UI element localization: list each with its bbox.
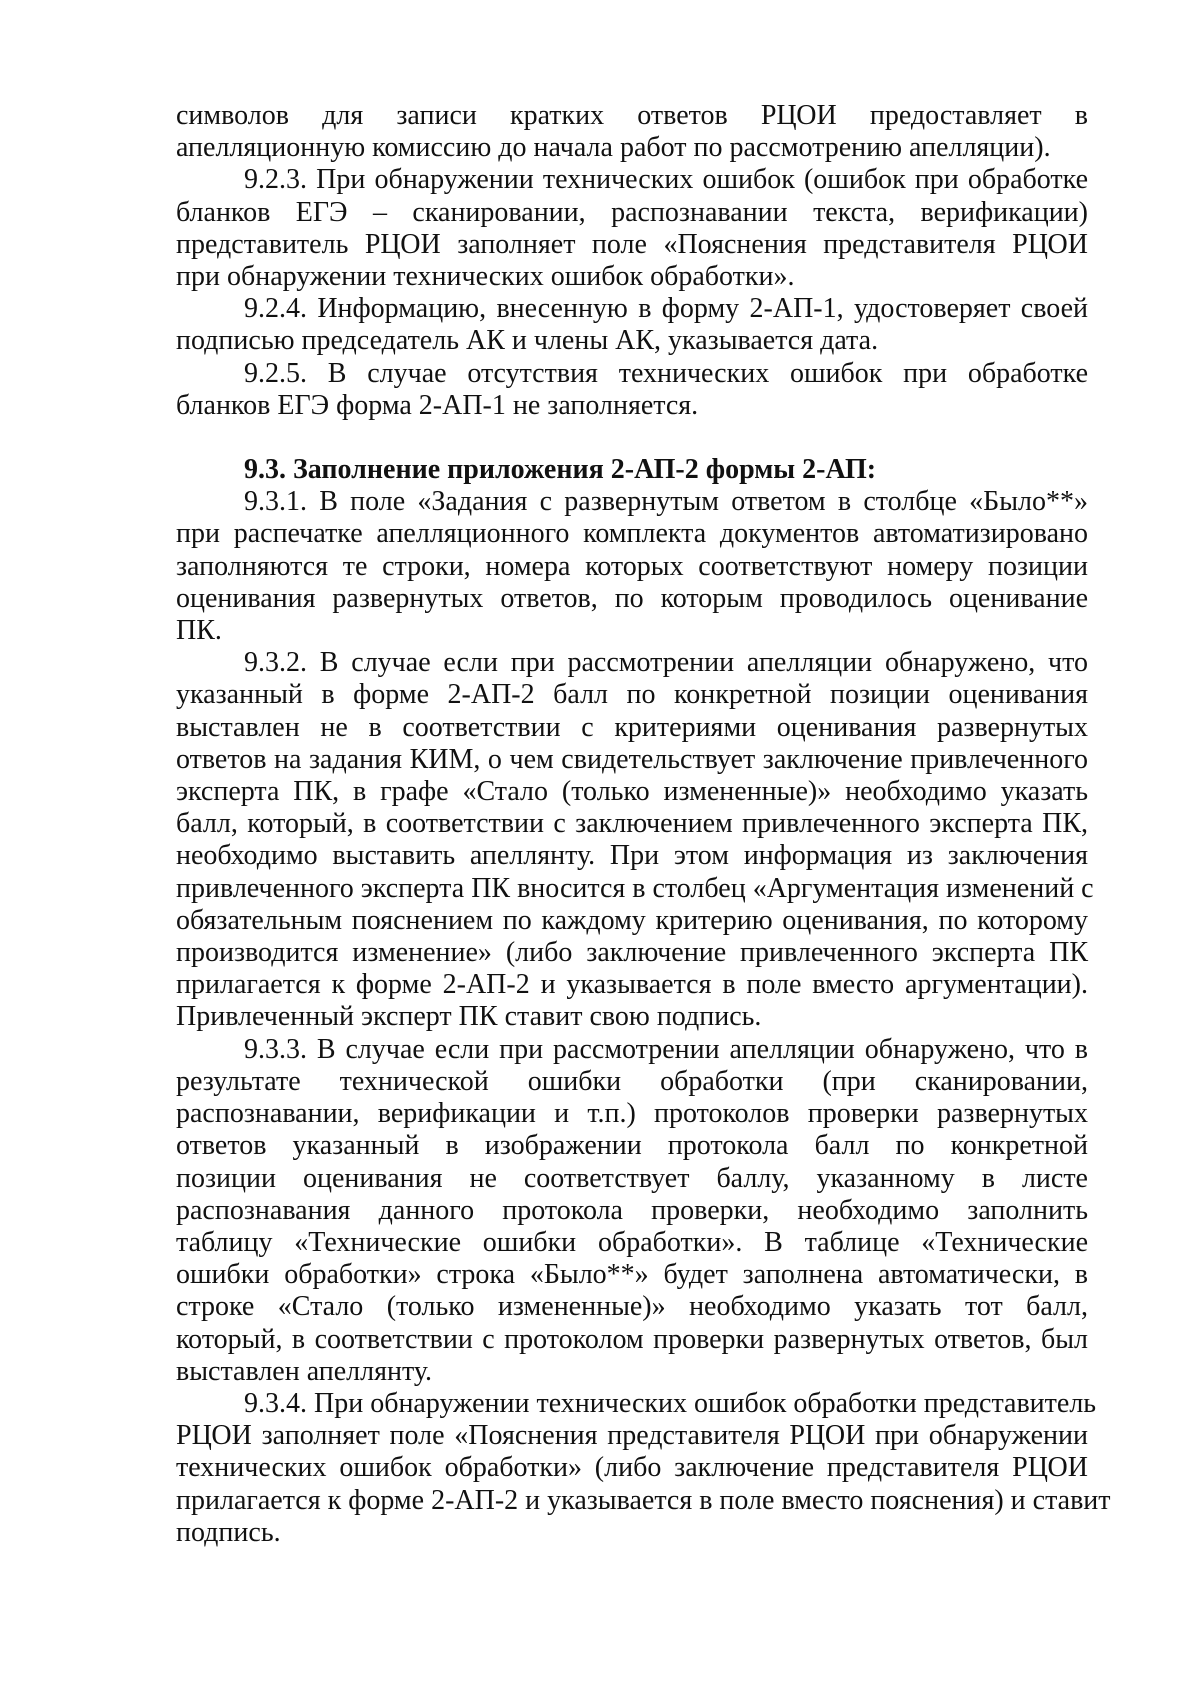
text-line: Привлеченный эксперт ПК ставит свою подпись. — [176, 1001, 762, 1033]
text-line: ПК. — [176, 615, 222, 647]
text-line: производится изменение» (либо заключение привлеченного эксперта ПК — [176, 937, 1088, 969]
text-line: подписью председатель АК и члены АК, указывается дата. — [176, 325, 879, 357]
text-line: ответов указанный в изображении протокола балл по конкретной — [176, 1130, 1088, 1162]
text-line: позиции оценивания не соответствует баллу, указанному в листе — [176, 1162, 1088, 1194]
section-heading-text: 9.3. Заполнение приложения 2-АП-2 формы 2-АП: — [244, 454, 877, 486]
text-line: выставлен апеллянту. — [176, 1355, 433, 1387]
text-line: бланков ЕГЭ форма 2-АП-1 не заполняется. — [176, 389, 699, 421]
text-line: таблицу «Технические ошибки обработки». В таблице «Технические — [176, 1226, 1088, 1258]
text-line: при распечатке апелляционного комплекта документов автоматизировано — [176, 518, 1088, 550]
blank-line — [176, 422, 1088, 454]
text-line: привлеченного эксперта ПК вносится в столбец «Аргументация изменений с — [176, 872, 1094, 904]
paragraph-9-2-3 — [176, 164, 1088, 293]
paragraph-9-3-3 — [176, 1034, 1088, 1388]
text-line: 9.2.4. Информацию, внесенную в форму 2-АП-1, удостоверяет своей — [244, 293, 1088, 325]
text-line: балл, который, в соответствии с заключением привлеченного эксперта ПК, — [176, 808, 1088, 840]
text-line: представитель РЦОИ заполняет поле «Пояснения представителя РЦОИ — [176, 228, 1088, 260]
paragraph-9-2-4 — [176, 293, 1088, 357]
text-line: заполняются те строки, номера которых соответствуют номеру позиции — [176, 550, 1088, 582]
text-line: распознавания данного протокола проверки, необходимо заполнить — [176, 1194, 1088, 1226]
text-line: 9.2.3. При обнаружении технических ошибок (ошибок при обработке — [244, 164, 1088, 196]
paragraph-9-3-2 — [176, 647, 1094, 1033]
text-line: оценивания развернутых ответов, по которым проводилось оценивание — [176, 582, 1088, 614]
text-line: 9.3.1. В поле «Задания с развернутым ответом в столбце «Было**» — [244, 486, 1088, 518]
text-line: ошибки обработки» строка «Было**» будет заполнена автоматически, в — [176, 1259, 1088, 1291]
paragraph-intro — [176, 100, 1088, 164]
text-line: символов для записи кратких ответов РЦОИ предоставляет в — [176, 100, 1088, 131]
text-line: обязательным пояснением по каждому критерию оценивания, по которому — [176, 904, 1088, 936]
text-line: апелляционную комиссию до начала работ по рассмотрению апелляции). — [176, 132, 1051, 164]
text-line: необходимо выставить апеллянту. При этом информация из заключения — [176, 840, 1088, 872]
text-line: 9.3.2. В случае если при рассмотрении апелляции обнаружено, что — [244, 647, 1088, 679]
paragraph-9-2-5 — [176, 358, 1088, 422]
section-heading — [176, 454, 1088, 486]
text-line: при обнаружении технических ошибок обработки». — [176, 261, 795, 293]
text-line: распознавании, верификации и т.п.) протоколов проверки развернутых — [176, 1098, 1088, 1130]
text-line: эксперта ПК, в графе «Стало (только измененные)» необходимо указать — [176, 776, 1088, 808]
text-line: прилагается к форме 2-АП-2 и указывается в поле вместо пояснения) и ставит — [176, 1484, 1111, 1516]
text-line: технических ошибок обработки» (либо заключение представителя РЦОИ — [176, 1452, 1088, 1484]
text-line: РЦОИ заполняет поле «Пояснения представителя РЦОИ при обнаружении — [176, 1420, 1088, 1452]
paragraph-9-3-4 — [176, 1387, 1111, 1549]
document-page — [176, 100, 1111, 1549]
paragraph-9-3-1 — [176, 486, 1088, 647]
text-line: указанный в форме 2-АП-2 балл по конкретной позиции оценивания — [176, 679, 1088, 711]
text-line: выставлен не в соответствии с критериями оценивания развернутых — [176, 711, 1088, 743]
text-line: прилагается к форме 2-АП-2 и указывается в поле вместо аргументации). — [176, 969, 1088, 1001]
text-line: ответов на задания КИМ, о чем свидетельствует заключение привлеченного — [176, 743, 1088, 775]
text-line: бланков ЕГЭ – сканировании, распознавании текста, верификации) — [176, 196, 1088, 228]
text-line: строке «Стало (только измененные)» необходимо указать тот балл, — [176, 1291, 1088, 1323]
text-line: который, в соответствии с протоколом проверки развернутых ответов, был — [176, 1323, 1088, 1355]
text-line: 9.3.3. В случае если при рассмотрении апелляции обнаружено, что в — [244, 1033, 1088, 1065]
text-line: подпись. — [176, 1516, 281, 1548]
text-line: 9.3.4. При обнаружении технических ошибок обработки представитель — [244, 1387, 1097, 1419]
text-line: 9.2.5. В случае отсутствия технических ошибок при обработке — [244, 357, 1088, 389]
text-line: результате технической ошибки обработки (при сканировании, — [176, 1065, 1088, 1097]
